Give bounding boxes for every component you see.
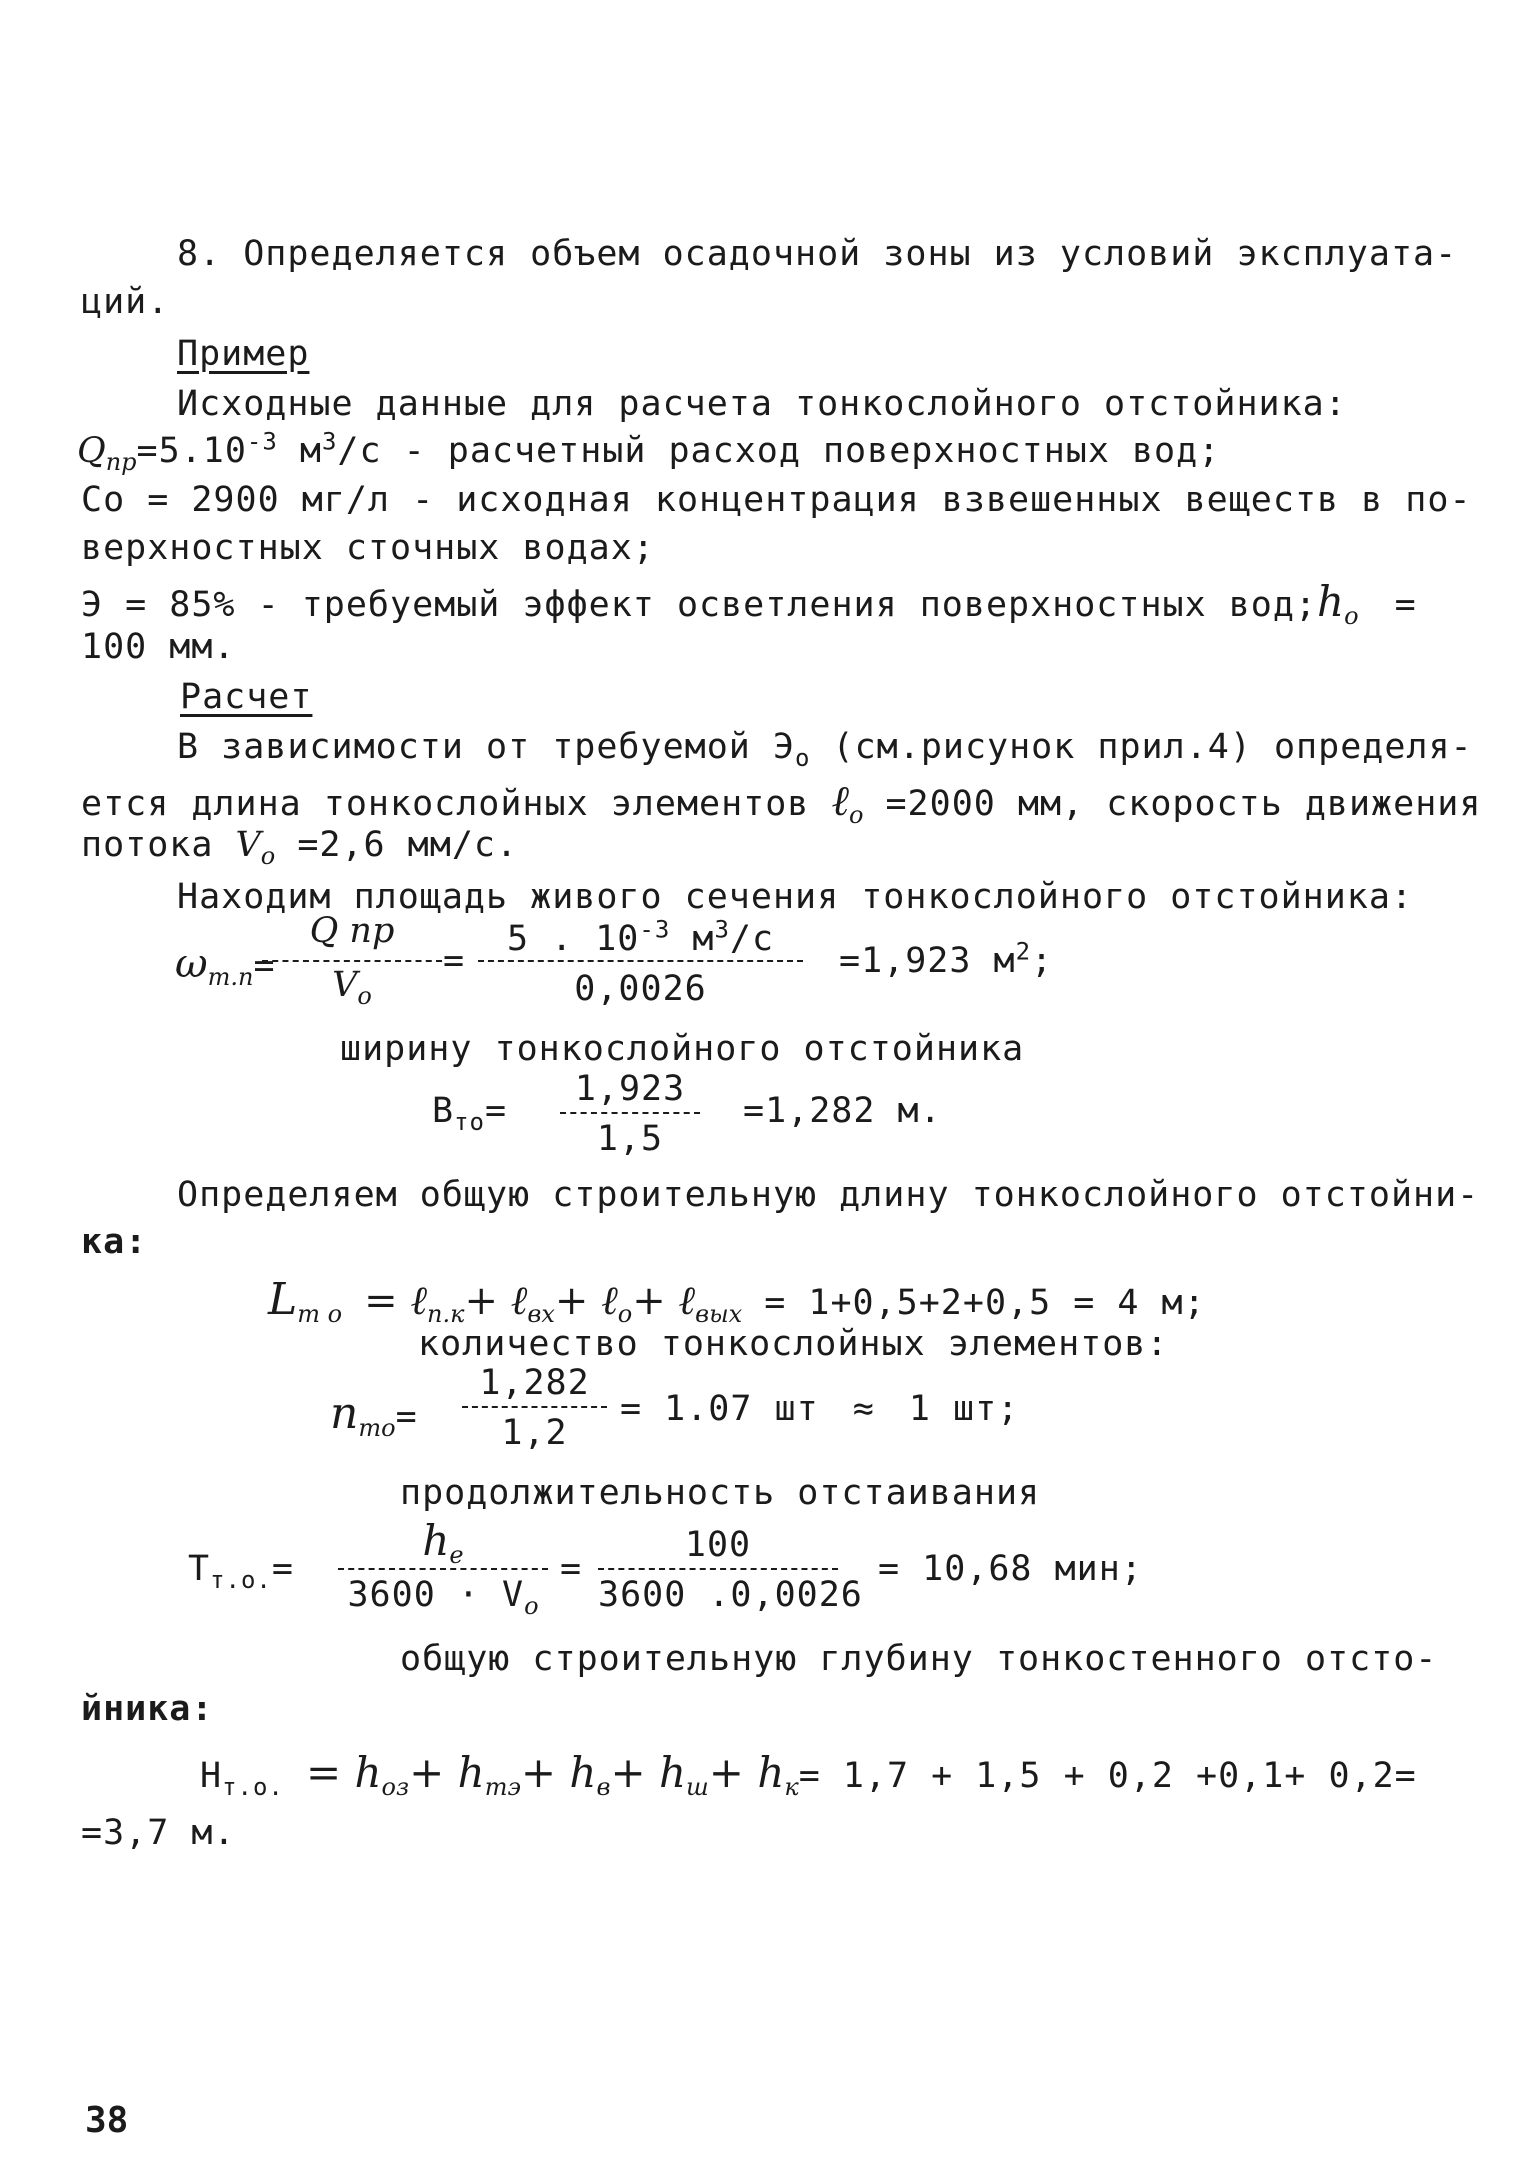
depth-formula: [200, 1748, 1417, 1801]
calc-heading: Расчет: [180, 677, 313, 717]
length-term3: + ℓ: [554, 1278, 618, 1324]
omega-fraction-1: [262, 910, 442, 1010]
effect-text: Э = 85% - требуемый эффект осветления поверхностных вод;: [81, 585, 1318, 625]
length-term1: = ℓ: [364, 1278, 428, 1324]
effect-line1: [81, 577, 1417, 630]
calc-line2-text: ется длина тонкослойных элементов: [81, 784, 832, 824]
b-symbol: B: [432, 1091, 455, 1131]
t-symbol-sub: т.о.: [210, 1566, 272, 1594]
calc-line1: [177, 727, 1473, 772]
t-fraction-1: [338, 1518, 548, 1618]
flow-unit-exponent: 3: [321, 427, 338, 456]
width-intro: ширину тонкослойного отстойника: [340, 1029, 1025, 1069]
n-result-value: = 1.07 шт: [620, 1389, 819, 1429]
n-equals: =: [395, 1397, 418, 1437]
b-lhs: [432, 1091, 508, 1136]
t-denominator: [338, 1575, 548, 1620]
depth-intro2: йника:: [81, 1689, 214, 1729]
example-heading: Пример: [177, 334, 310, 374]
v0-symbol-sub: o: [260, 842, 276, 870]
t-numerator-2: 100: [684, 1525, 752, 1565]
t-fraction-2: [598, 1518, 863, 1618]
h-term4-sub: ш: [686, 1773, 709, 1801]
omega-num2-value: 5 . 10: [506, 919, 640, 959]
b-fraction: [560, 1064, 700, 1164]
calc-line3-tail: =2,6 мм/с.: [275, 825, 519, 865]
omega-den-sub: o: [357, 982, 372, 1010]
omega-symbol-sub: т.п: [207, 963, 254, 991]
omega-lhs: [175, 941, 276, 991]
omega-den-symbol: V: [332, 965, 358, 1005]
flow-symbol: Q: [77, 431, 106, 471]
h0-equals: =: [1394, 585, 1417, 625]
n-lhs: [330, 1388, 418, 1442]
input-intro: Исходные данные для расчета тонкослойного отстойника:: [177, 384, 1347, 424]
length-symbol-sub: т о: [297, 1300, 343, 1328]
n-numerator: 1,282: [479, 1363, 590, 1403]
t-lhs: [188, 1549, 294, 1594]
fraction-bar: [262, 960, 442, 962]
para8-line2: ций.: [81, 282, 170, 322]
n-result-rounded: 1 шт;: [908, 1389, 1020, 1429]
fraction-bar: [560, 1112, 700, 1114]
l0-symbol-sub: o: [848, 801, 864, 829]
omega-num2-exp: -3: [639, 915, 671, 944]
calc-line2: [81, 776, 1482, 829]
concentration-line1: Co = 2900 мг/л - исходная концентрация взвешенных веществ в по-: [81, 480, 1472, 520]
omega-num2-tail: /с: [729, 919, 775, 959]
t-den-value: 3600 · V: [347, 1575, 525, 1615]
effect-line2: 100 мм.: [81, 627, 236, 667]
concentration-line2: верхностных сточных водах;: [81, 528, 655, 568]
t-result: = 10,68 мин;: [878, 1549, 1143, 1589]
h-term3: + h: [520, 1748, 597, 1797]
fraction-bar: [478, 960, 803, 962]
omega-denominator: [262, 965, 442, 1010]
b-equals: =: [484, 1091, 508, 1131]
h-term3-sub: в: [596, 1773, 611, 1801]
omega-result-exp: 2: [1015, 937, 1032, 966]
calc-line1-sub: o: [795, 744, 811, 772]
omega-equals: =: [253, 946, 276, 986]
omega-numerator-2: [478, 915, 803, 959]
fraction-bar: [462, 1406, 607, 1408]
b-result: =1,282 м.: [743, 1091, 942, 1131]
flow-exponent: -3: [246, 427, 278, 456]
flow-value: =5.10: [136, 431, 247, 471]
h-term2-sub: тэ: [484, 1773, 521, 1801]
n-fraction: [462, 1360, 607, 1460]
t-numerator: [338, 1516, 548, 1569]
calc-line3: [81, 825, 519, 870]
h-term4: + h: [610, 1748, 687, 1797]
h-term1-sub: оз: [381, 1773, 410, 1801]
length-term3-sub: o: [617, 1300, 633, 1328]
l0-symbol: ℓ: [831, 776, 849, 825]
b-denominator: 1,5: [596, 1119, 664, 1159]
t-symbol: T: [188, 1549, 211, 1589]
omega-result-tail: ;: [1031, 941, 1054, 981]
depth-intro1: общую строительную глубину тонкостенного отсто-: [400, 1639, 1438, 1679]
omega-fraction-2: [478, 910, 803, 1010]
h0-symbol: h: [1317, 577, 1345, 626]
calc-line2-tail: =2000 мм, скорость движения: [863, 784, 1482, 824]
length-term2: + ℓ: [464, 1278, 528, 1324]
h-result: = 1,7 + 1,5 + 0,2 +0,1+ 0,2=: [798, 1756, 1417, 1796]
n-denominator: 1,2: [501, 1413, 568, 1453]
length-term4: + ℓ: [632, 1278, 696, 1324]
t-denominator-2: 3600 .0,0026: [598, 1575, 863, 1615]
omega-result-value: =1,923 м: [839, 941, 1016, 981]
h0-symbol-sub: o: [1344, 602, 1359, 630]
v0-symbol: V: [235, 825, 261, 865]
omega-result: [839, 937, 1054, 981]
flow-description: /с - расчетный расход поверхностных вод;: [337, 431, 1221, 471]
omega-num2-unit: м: [670, 919, 715, 959]
omega-numerator: Q пр: [309, 911, 395, 951]
count-intro: количество тонкослойных элементов:: [418, 1324, 1169, 1364]
depth-result: =3,7 м.: [81, 1813, 236, 1853]
n-symbol: n: [330, 1388, 359, 1439]
h-symbol: H: [200, 1756, 223, 1796]
length-formula: [268, 1274, 1206, 1328]
length-term1-sub: п.к: [427, 1300, 465, 1328]
omega-num2-unit-exp: 3: [714, 915, 730, 944]
time-intro: продолжительность отстаивания: [400, 1473, 1041, 1513]
calc-line3-text: потока: [81, 825, 236, 865]
omega-denominator-2: 0,0026: [574, 969, 707, 1009]
h-term2: + h: [409, 1748, 485, 1797]
b-numerator: 1,923: [574, 1069, 686, 1109]
fraction-bar: [338, 1568, 548, 1570]
h-term5-sub: к: [784, 1773, 799, 1801]
flow-symbol-sub: пр: [105, 448, 137, 476]
approx-symbol: ≈: [852, 1389, 875, 1429]
n-symbol-sub: то: [358, 1414, 396, 1442]
n-result: [620, 1389, 1020, 1429]
h-term5: + h: [708, 1748, 785, 1797]
area-intro: Находим площадь живого сечения тонкослойного отстойника:: [177, 877, 1414, 917]
t-num-sub: e: [449, 1541, 464, 1569]
h-symbol-sub: т.о.: [222, 1773, 284, 1801]
t-num-symbol: h: [422, 1516, 450, 1565]
length-symbol: L: [268, 1274, 298, 1325]
para8-line1: 8. Определяется объем осадочной зоны из условий эксплуата-: [177, 234, 1458, 274]
omega-symbol: ω: [175, 941, 208, 987]
omega-equals-2: =: [443, 941, 466, 981]
length-intro1: Определяем общую строительную длину тонкослойного отстойни-: [177, 1175, 1480, 1215]
length-term4-sub: вых: [695, 1300, 743, 1328]
fraction-bar: [598, 1568, 838, 1570]
page-number: 38: [85, 2100, 129, 2141]
b-symbol-sub: то: [454, 1108, 485, 1136]
h-term1: = h: [305, 1748, 382, 1797]
length-result: = 1+0,5+2+0,5 = 4 м;: [764, 1283, 1206, 1323]
t-den-sub: o: [524, 1592, 539, 1620]
flow-unit: м: [277, 431, 322, 471]
t-equals-2: =: [560, 1549, 583, 1589]
t-equals: =: [271, 1549, 294, 1589]
calc-line1-tail: (см.рисунок прил.4) определя-: [810, 727, 1473, 767]
calc-line1-text: В зависимости от требуемой Э: [177, 727, 796, 767]
flow-rate-line: [77, 427, 1221, 476]
length-term2-sub: вх: [527, 1300, 555, 1328]
length-intro2: ка:: [81, 1222, 148, 1262]
